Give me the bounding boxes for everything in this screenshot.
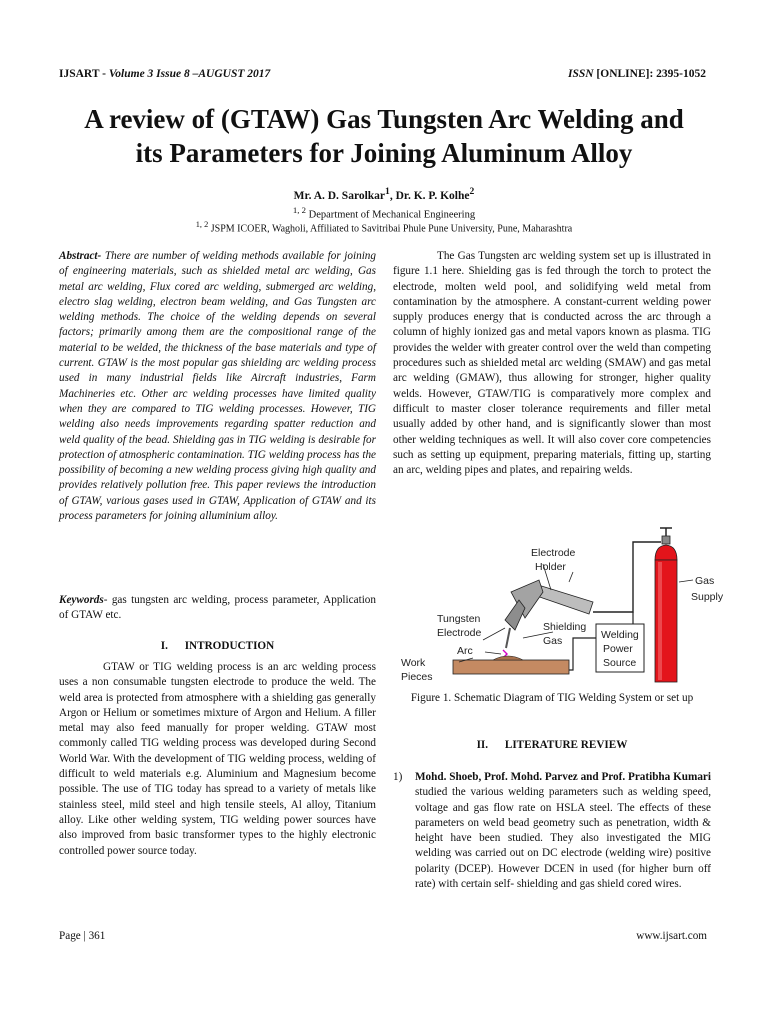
svg-text:Gas: Gas: [543, 635, 563, 647]
label-work-pieces: Work: [401, 657, 426, 669]
abstract-label: Abstract-: [59, 250, 102, 262]
author-1: Mr. A. D. Sarolkar: [293, 189, 386, 202]
svg-text:Holder: Holder: [535, 561, 566, 573]
label-shielding-gas: Shielding: [543, 621, 587, 633]
issn-label: ISSN: [567, 68, 594, 80]
gas-hose: [593, 542, 661, 612]
keywords-text: - gas tungsten arc welding, process parameter, Application of GTAW etc.: [59, 594, 376, 622]
label-tungsten-electrode: Tungsten: [437, 613, 481, 625]
list-number: 1): [393, 771, 403, 783]
author-2: Dr. K. P. Kolhe: [395, 189, 470, 202]
label-gas-supply: Gas: [695, 575, 715, 587]
svg-text:Electrode: Electrode: [437, 627, 482, 639]
svg-text:Power: Power: [603, 643, 633, 655]
department: $^{1, 2}$ Department of Mechanical Engineering: [292, 205, 476, 221]
issn-header: [568, 68, 706, 80]
introduction-text: GTAW or TIG welding process is an arc welding process uses a non consumable tungsten electrode to produce the weld. The weld area is protected from atmosphere with a shielding gas generally Argon or Helium or sometimes mixture of Argon and Helium. A filler metal may also feed manually for proper welding. GTAW most commonly called TIG welding process was developed during Second World War. With the development of TIG welding process, welding of difficult to weld materials e.g. Aluminium and Magnesium become possible. The use of TIG today has spread to a variety of metals like stainless steel, mild steel and high tensile steels, Al alloy, Titanium alloy. Like other welding system, TIG welding power sources have also improved from basic transformer types to the highly electronic controlled power source today.: [59, 661, 376, 857]
keywords: [59, 593, 376, 624]
item-text: studied the various welding parameters such as welding speed, voltage and gas flow rate on HSLA steel. The effects of these parameters on weld bead geometry such as penetration, width & height have been studied. They also investigated the MIG welding was carried out on DC electrode (welding wire) positive polarity (DCEP). However DCEN in used (for higher burn off rate) with certain self- shielding and gas shield cored wires.: [415, 786, 711, 891]
title-line-2: its Parameters for Joining Aluminum Alloy: [135, 138, 633, 168]
section-heading-literature-review: II. LITERATURE REVIEW: [476, 739, 628, 751]
label-electrode-holder: Electrode: [531, 547, 576, 559]
tig-welding-diagram: [393, 520, 724, 686]
svg-text:Source: Source: [603, 657, 637, 669]
label-welding-power-source: Welding: [601, 629, 639, 641]
svg-text:Supply: Supply: [691, 591, 724, 603]
journal-header: IJSART - Volume 3 Issue 8 –AUGUST 2017: [59, 68, 271, 80]
abstract-text: There are number of welding methods available for joining of engineering materials, such as shielded metal arc welding, Gas metal arc welding, Flux cored arc welding, submerged arc welding, electro slag welding, electron beam welding, and Gas Tungsten arc welding methods. The choice of the welding depends on several factors; primarily among them are the compositional range of the material to be welded, the thickness of the base materials and type of current. GTAW is the most popular gas shielding arc welding process used in many industrial fields like Aircraft industries, Farm Machineries etc. Other arc welding processes have limited quality when they are compared to TIG welding processes. However, TIG welding also needs improvements regarding spatter reduction and weld quality of the bead. Shielding gas in TIG welding is desirable for protection of atmospheric contamination. TIG welding process has the possibility of becoming a new welding process giving high quality and provides relatively pollution free. This paper reviews the introduction of GTAW, various gases used in GTAW, Application of GTAW and its process parameters for joining alluminium alloy.: [59, 250, 376, 523]
affiliation: $^{1, 2}$ JSPM ICOER, Wagholi, Affiliated to Savitribai Phule Pune University, Pune, Maharashtra: [195, 220, 573, 235]
literature-item-1: [393, 770, 711, 892]
figure-caption: Figure 1. Schematic Diagram of TIG Welding System or set up: [410, 692, 694, 704]
journal-name: IJSART: [59, 68, 100, 80]
gas-cylinder: [655, 528, 677, 682]
website-link[interactable]: www.ijsart.com: [636, 930, 707, 942]
work-piece: [453, 660, 569, 674]
page-number: Page | 361: [59, 930, 106, 942]
section-heading-introduction: I. INTRODUCTION: [160, 640, 275, 652]
author-list: Mr. A. D. Sarolkar$^1$, Dr. K. P. Kolhe$^2$: [293, 186, 475, 202]
abstract: [59, 249, 376, 524]
paper-title: [40, 102, 728, 170]
title-line-1: A review of (GTAW) Gas Tungsten Arc Welding and: [84, 104, 684, 134]
issn-number: [ONLINE]: 2395-1052: [593, 68, 706, 80]
system-description-text: The Gas Tungsten arc welding system set up is illustrated in figure 1.1 here. Shielding gas is fed through the torch to protect the electrode, molten weld pool, and solidifying weld metal from contamination by the atmosphere. A constant-current welding power supply produces energy that is conducted across the arc through a column of highly ionized gas and metal vapors known as plasma. TIG provides the welder with greater control over the weld than competing procedures such as shielded metal arc welding (SMAW) and gas metal arc welding (GMAW), thus allowing for stronger, higher quality welds. However, GTAW/TIG is comparatively more complex and difficult to master closer tolerance requirements and filler metal usually added by other hand, and is significantly slower than most other welding techniques as well. It will also cover core competencies such as setting up equipment, preparing materials, fitting up, starting an arc, welding pipes and plates, and repairing welds.: [393, 250, 711, 477]
keywords-label: Keywords: [59, 594, 104, 606]
label-arc: Arc: [457, 645, 473, 657]
item-authors: Mohd. Shoeb, Prof. Mohd. Parvez and Prof. Pratibha Kumari: [415, 771, 711, 783]
svg-text:Pieces: Pieces: [401, 671, 433, 683]
journal-issue: Volume 3 Issue 8 –AUGUST 2017: [108, 68, 271, 80]
